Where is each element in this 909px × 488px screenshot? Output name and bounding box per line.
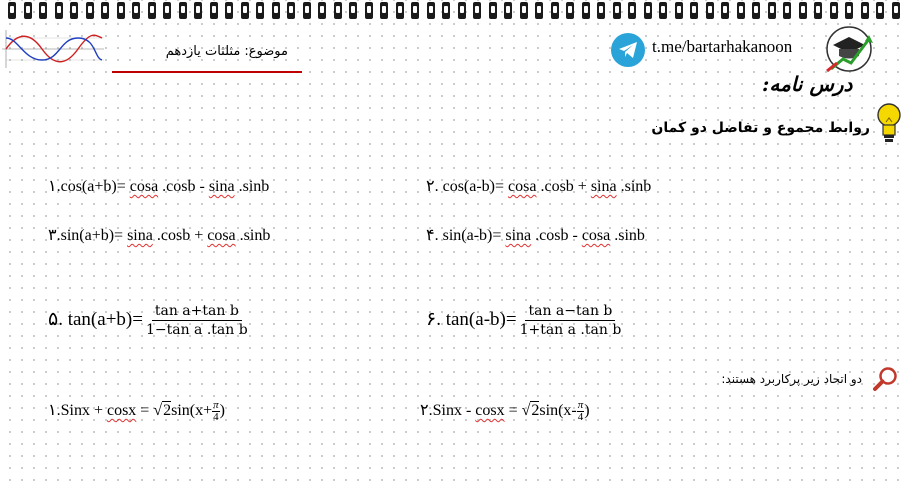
- formula-5: [48, 302, 251, 339]
- identity-number: ۲: [420, 402, 429, 420]
- binding-ring: [473, 2, 481, 19]
- binding-ring: [706, 2, 714, 19]
- binding-ring: [132, 2, 140, 19]
- formula-lhs: .cos(a+b)=: [56, 178, 130, 195]
- binding-ring: [566, 2, 574, 19]
- fraction-numerator: tan a−tan b: [525, 302, 615, 321]
- formula-end: .sinb: [235, 227, 271, 244]
- binding-ring: [256, 2, 264, 19]
- formula-number: ۱: [48, 178, 57, 195]
- identity-term: cosx: [475, 402, 505, 420]
- identity-part: .Sinx +: [56, 402, 107, 420]
- binding-ring: [783, 2, 791, 19]
- binding-ring: [504, 2, 512, 19]
- formula-number: ۶: [426, 308, 437, 330]
- binding-ring: [814, 2, 822, 19]
- topic-underline: [112, 71, 302, 73]
- binding-ring: [55, 2, 63, 19]
- identity-1: [48, 400, 225, 423]
- fraction-numerator: tan a+tan b: [152, 302, 242, 321]
- fraction: [143, 302, 251, 339]
- formula-number: ۵: [48, 308, 59, 330]
- formula-term: sina: [590, 178, 617, 195]
- binding-ring: [117, 2, 125, 19]
- lightbulb-icon: [876, 102, 902, 146]
- square-root: √2: [521, 402, 540, 420]
- binding-ring: [659, 2, 667, 19]
- spiral-binding: [0, 0, 909, 22]
- formula-1: [48, 176, 269, 196]
- formula-2: [426, 176, 651, 196]
- formula-term: sina: [127, 227, 153, 244]
- binding-ring: [8, 2, 16, 19]
- formula-lhs: . sin(a-b)=: [434, 227, 506, 244]
- identity-close: ): [584, 402, 590, 420]
- formula-number: ۲: [426, 178, 435, 195]
- identity-term: cosx: [106, 402, 137, 420]
- identity-sin: sin(x-: [539, 402, 577, 420]
- binding-ring: [318, 2, 326, 19]
- formula-middle: .cosb +: [152, 227, 208, 244]
- pi-denominator: 4: [577, 411, 584, 423]
- binding-ring: [210, 2, 218, 19]
- binding-ring: [303, 2, 311, 19]
- topic-label: [118, 42, 288, 64]
- formula-term: sina: [505, 227, 532, 244]
- pi-fraction: [212, 400, 220, 423]
- binding-ring: [861, 2, 869, 19]
- binding-ring: [721, 2, 729, 19]
- topic-text: موضوع: مثلثات یازدهم: [165, 44, 288, 59]
- radicand: 2: [163, 402, 172, 420]
- binding-ring: [101, 2, 109, 19]
- binding-ring: [752, 2, 760, 19]
- formula-end: .sinb: [610, 227, 645, 244]
- binding-ring: [768, 2, 776, 19]
- binding-ring: [396, 2, 404, 19]
- formula-middle: .cosb -: [158, 178, 209, 195]
- binding-ring: [628, 2, 636, 19]
- binding-ring: [520, 2, 528, 19]
- binding-ring: [458, 2, 466, 19]
- pi-numerator: π: [577, 399, 584, 411]
- pi-numerator: π: [213, 399, 219, 411]
- binding-ring: [86, 2, 94, 19]
- pi-denominator: 4: [213, 411, 219, 423]
- formula-lhs: .sin(a+b)=: [56, 227, 128, 244]
- binding-ring: [287, 2, 295, 19]
- sine-wave-graph-icon: [2, 30, 104, 68]
- binding-ring: [535, 2, 543, 19]
- identity-2: [420, 400, 590, 423]
- binding-ring: [411, 2, 419, 19]
- formula-number: ۴: [426, 227, 435, 244]
- formula-middle: .cosb -: [531, 227, 582, 244]
- identity-close: ): [219, 402, 225, 420]
- binding-ring: [892, 2, 900, 19]
- binding-ring: [845, 2, 853, 19]
- fraction-denominator: 1+tan a .tan b: [519, 322, 622, 338]
- binding-ring: [163, 2, 171, 19]
- identities-note: دو اتحاد زیر پرکاربرد هستند:: [721, 372, 862, 386]
- telegram-icon[interactable]: [611, 33, 645, 67]
- binding-ring: [334, 2, 342, 19]
- binding-ring: [241, 2, 249, 19]
- identity-number: ۱: [48, 402, 57, 420]
- binding-ring: [427, 2, 435, 19]
- binding-ring: [489, 2, 497, 19]
- binding-ring: [613, 2, 621, 19]
- identity-equals: =: [504, 402, 522, 420]
- fraction-denominator: 1−tan a .tan b: [145, 322, 248, 338]
- formula-term: cosa: [129, 178, 159, 195]
- formula-term: cosa: [207, 227, 236, 244]
- binding-ring: [551, 2, 559, 19]
- binding-ring: [582, 2, 590, 19]
- binding-ring: [737, 2, 745, 19]
- graduation-logo-icon: [823, 25, 877, 75]
- identity-part: .Sinx -: [428, 402, 476, 420]
- formula-middle: .cosb +: [536, 178, 591, 195]
- formula-lhs: . tan(a+b)=: [58, 308, 143, 330]
- formula-end: .sinb: [234, 178, 270, 195]
- binding-ring: [148, 2, 156, 19]
- identity-sin: sin(x+: [171, 402, 213, 420]
- magnifier-icon: [873, 366, 899, 392]
- formula-number: ۳: [48, 227, 57, 244]
- binding-ring: [179, 2, 187, 19]
- formula-term: sina: [208, 178, 235, 195]
- formula-lhs: . cos(a-b)=: [434, 178, 509, 195]
- binding-ring: [24, 2, 32, 19]
- section-subtitle: روابط مجموع و تفاضل دو کمان: [651, 120, 870, 136]
- binding-ring: [597, 2, 605, 19]
- binding-ring: [225, 2, 233, 19]
- square-root: √2: [153, 402, 172, 420]
- binding-ring: [365, 2, 373, 19]
- binding-ring: [442, 2, 450, 19]
- identity-equals: =: [136, 402, 154, 420]
- lesson-title: درس نامه:: [762, 72, 853, 96]
- binding-ring: [799, 2, 807, 19]
- binding-ring: [675, 2, 683, 19]
- radicand: 2: [531, 402, 540, 420]
- binding-ring: [830, 2, 838, 19]
- formula-lhs: . tan(a-b)=: [436, 308, 517, 330]
- binding-ring: [194, 2, 202, 19]
- binding-ring: [690, 2, 698, 19]
- binding-ring: [380, 2, 388, 19]
- formula-3: [48, 225, 270, 245]
- formula-term: cosa: [581, 227, 611, 244]
- formula-end: .sinb: [616, 178, 652, 195]
- formula-term: cosa: [508, 178, 537, 195]
- binding-ring: [39, 2, 47, 19]
- binding-ring: [876, 2, 884, 19]
- binding-ring: [349, 2, 357, 19]
- binding-ring: [644, 2, 652, 19]
- formula-6: [426, 302, 624, 339]
- binding-ring: [272, 2, 280, 19]
- binding-ring: [70, 2, 78, 19]
- telegram-link[interactable]: t.me/bartarhakanoon: [652, 37, 793, 56]
- fraction: [517, 302, 625, 339]
- formula-4: [426, 225, 645, 245]
